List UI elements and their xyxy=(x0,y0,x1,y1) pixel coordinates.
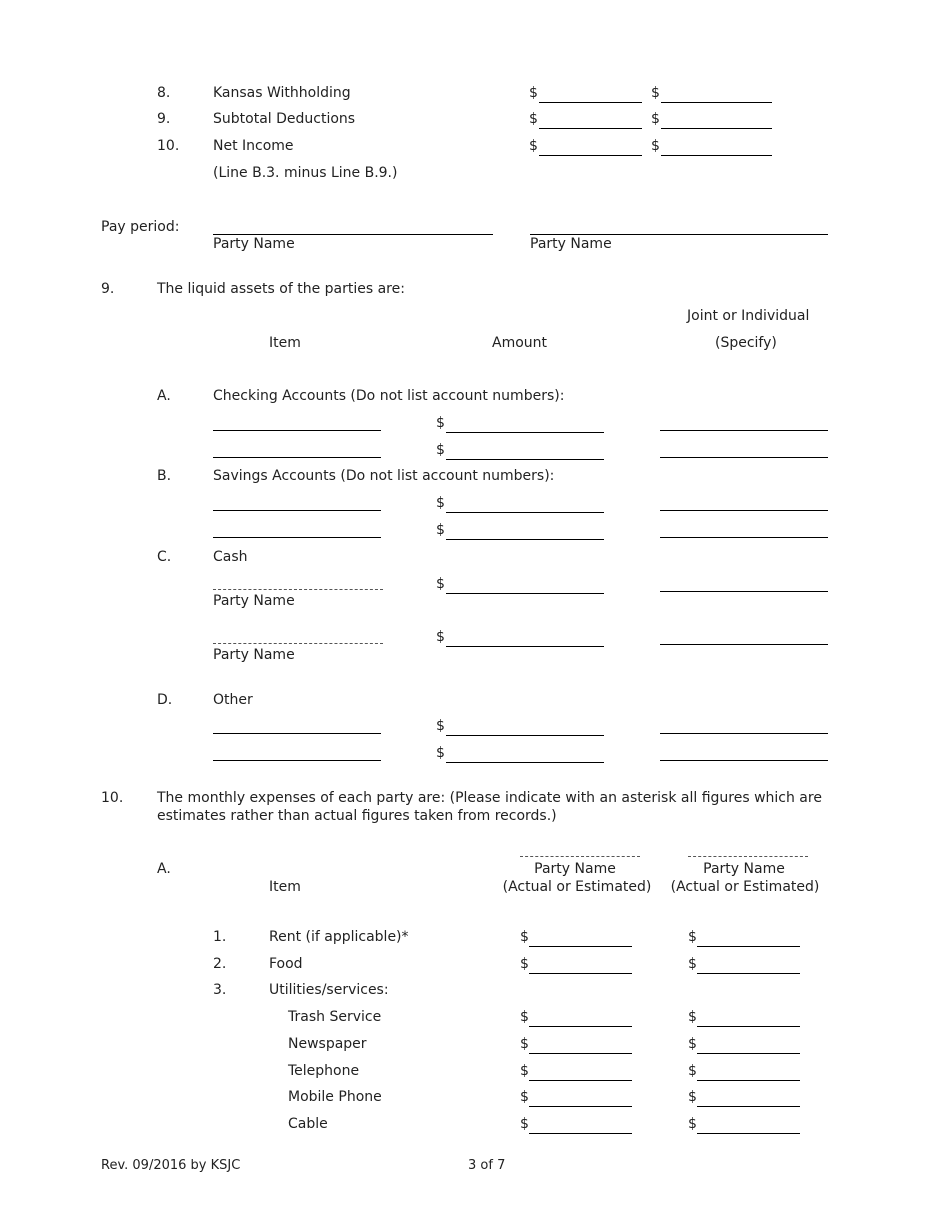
line-number: 9. xyxy=(157,111,171,127)
dollar-sign: $ xyxy=(688,1009,697,1025)
item-field[interactable] xyxy=(213,733,381,734)
joint-individual-field[interactable] xyxy=(660,537,828,538)
savings-accounts-label: Savings Accounts (Do not list account numbers): xyxy=(213,468,555,484)
amount-field[interactable] xyxy=(436,629,604,645)
page-number: 3 of 7 xyxy=(468,1158,506,1173)
column-header-specify: (Specify) xyxy=(715,335,777,351)
amount-field[interactable] xyxy=(436,576,604,592)
dollar-sign: $ xyxy=(651,138,660,154)
line-number: 2. xyxy=(213,956,227,972)
amount-field[interactable] xyxy=(436,718,604,734)
dollar-sign: $ xyxy=(688,929,697,945)
party-name-caption: Party Name xyxy=(213,593,295,609)
dollar-sign: $ xyxy=(520,1009,529,1025)
column-header-amount: Amount xyxy=(492,335,548,351)
amount-field[interactable] xyxy=(688,1009,800,1025)
deduction-label: Kansas Withholding xyxy=(213,85,351,101)
cash-label: Cash xyxy=(213,549,248,565)
party-name-caption: Party Name xyxy=(530,236,612,252)
column-header-joint: Joint or Individual xyxy=(687,308,810,324)
amount-field[interactable] xyxy=(520,956,632,972)
expense-sublabel: Newspaper xyxy=(288,1036,367,1052)
dollar-sign: $ xyxy=(436,576,445,592)
amount-field[interactable] xyxy=(520,1009,632,1025)
other-label: Other xyxy=(213,692,253,708)
dollar-sign: $ xyxy=(436,718,445,734)
amount-field[interactable] xyxy=(688,1063,800,1079)
party-name-field[interactable] xyxy=(688,856,808,857)
section-number: 9. xyxy=(101,281,115,297)
dollar-sign: $ xyxy=(529,85,538,101)
column-header-item: Item xyxy=(269,879,301,895)
expense-label: Food xyxy=(269,956,303,972)
dollar-sign: $ xyxy=(520,1089,529,1105)
item-field[interactable] xyxy=(213,537,381,538)
deduction-label: Net Income xyxy=(213,138,294,154)
dollar-sign: $ xyxy=(688,1063,697,1079)
item-field[interactable] xyxy=(213,760,381,761)
expense-sublabel: Cable xyxy=(288,1116,328,1132)
item-field[interactable] xyxy=(213,457,381,458)
amount-field[interactable] xyxy=(520,1089,632,1105)
amount-field[interactable] xyxy=(436,415,604,431)
line-number: 1. xyxy=(213,929,227,945)
amount-field[interactable] xyxy=(520,1036,632,1052)
dollar-sign: $ xyxy=(436,745,445,761)
column-header-party-2: Party Name xyxy=(703,861,785,877)
amount-field[interactable] xyxy=(520,1063,632,1079)
dollar-sign: $ xyxy=(688,956,697,972)
amount-field[interactable] xyxy=(688,1036,800,1052)
item-letter: A. xyxy=(157,388,171,404)
line-number: 8. xyxy=(157,85,171,101)
amount-field[interactable] xyxy=(436,522,604,538)
joint-individual-field[interactable] xyxy=(660,733,828,734)
joint-individual-field[interactable] xyxy=(660,457,828,458)
amount-field[interactable] xyxy=(529,85,642,101)
line-number: 10. xyxy=(157,138,180,154)
amount-field[interactable] xyxy=(688,1116,800,1132)
amount-field[interactable] xyxy=(436,442,604,458)
dollar-sign: $ xyxy=(651,111,660,127)
party-name-field[interactable] xyxy=(520,856,640,857)
section-intro: The liquid assets of the parties are: xyxy=(157,281,405,297)
dollar-sign: $ xyxy=(436,415,445,431)
amount-field[interactable] xyxy=(436,745,604,761)
amount-field[interactable] xyxy=(688,929,800,945)
amount-field[interactable] xyxy=(529,111,642,127)
section-number: 10. xyxy=(101,790,124,806)
dollar-sign: $ xyxy=(520,1063,529,1079)
party-name-field[interactable] xyxy=(213,643,383,644)
joint-individual-field[interactable] xyxy=(660,591,828,592)
dollar-sign: $ xyxy=(529,138,538,154)
joint-individual-field[interactable] xyxy=(660,510,828,511)
dollar-sign: $ xyxy=(688,1116,697,1132)
joint-individual-field[interactable] xyxy=(660,644,828,645)
joint-individual-field[interactable] xyxy=(660,430,828,431)
section-intro-line1: The monthly expenses of each party are: (Please indicate with an asterisk all figures which are xyxy=(157,790,822,806)
expense-label: Rent (if applicable)* xyxy=(269,929,409,945)
revision-note: Rev. 09/2016 by KSJC xyxy=(101,1158,241,1173)
amount-field[interactable] xyxy=(520,1116,632,1132)
party-name-caption: Party Name xyxy=(213,647,295,663)
dollar-sign: $ xyxy=(520,1036,529,1052)
dollar-sign: $ xyxy=(688,1089,697,1105)
dollar-sign: $ xyxy=(520,956,529,972)
dollar-sign: $ xyxy=(436,629,445,645)
dollar-sign: $ xyxy=(436,522,445,538)
amount-field[interactable] xyxy=(529,138,642,154)
expense-sublabel: Trash Service xyxy=(288,1009,382,1025)
line-number: 3. xyxy=(213,982,227,998)
amount-field[interactable] xyxy=(651,85,772,101)
amount-field[interactable] xyxy=(651,111,772,127)
item-letter: B. xyxy=(157,468,172,484)
party-name-field[interactable] xyxy=(213,234,493,235)
party-name-caption: Party Name xyxy=(213,236,295,252)
amount-field[interactable] xyxy=(651,138,772,154)
dollar-sign: $ xyxy=(651,85,660,101)
section-intro-line2: estimates rather than actual figures taken from records.) xyxy=(157,808,557,824)
expense-label: Utilities/services: xyxy=(269,982,389,998)
amount-field[interactable] xyxy=(436,495,604,511)
item-field[interactable] xyxy=(213,430,381,431)
dollar-sign: $ xyxy=(436,495,445,511)
deduction-label: Subtotal Deductions xyxy=(213,111,356,127)
item-field[interactable] xyxy=(213,510,381,511)
amount-field[interactable] xyxy=(688,956,800,972)
item-letter: C. xyxy=(157,549,172,565)
column-subheader-party-2: (Actual or Estimated) xyxy=(670,879,820,895)
expense-sublabel: Mobile Phone xyxy=(288,1089,382,1105)
column-header-item: Item xyxy=(269,335,301,351)
dollar-sign: $ xyxy=(520,929,529,945)
amount-field[interactable] xyxy=(688,1089,800,1105)
checking-accounts-label: Checking Accounts (Do not list account numbers): xyxy=(213,388,565,404)
column-header-party-1: Party Name xyxy=(534,861,616,877)
expense-sublabel: Telephone xyxy=(288,1063,360,1079)
dollar-sign: $ xyxy=(436,442,445,458)
joint-individual-field[interactable] xyxy=(660,760,828,761)
dollar-sign: $ xyxy=(520,1116,529,1132)
net-income-note: (Line B.3. minus Line B.9.) xyxy=(213,165,398,181)
column-subheader-party-1: (Actual or Estimated) xyxy=(502,879,652,895)
dollar-sign: $ xyxy=(529,111,538,127)
pay-period-label: Pay period: xyxy=(101,219,180,235)
amount-field[interactable] xyxy=(520,929,632,945)
item-letter: A. xyxy=(157,861,171,877)
dollar-sign: $ xyxy=(688,1036,697,1052)
party-name-field[interactable] xyxy=(213,589,383,590)
item-letter: D. xyxy=(157,692,173,708)
party-name-field[interactable] xyxy=(530,234,828,235)
